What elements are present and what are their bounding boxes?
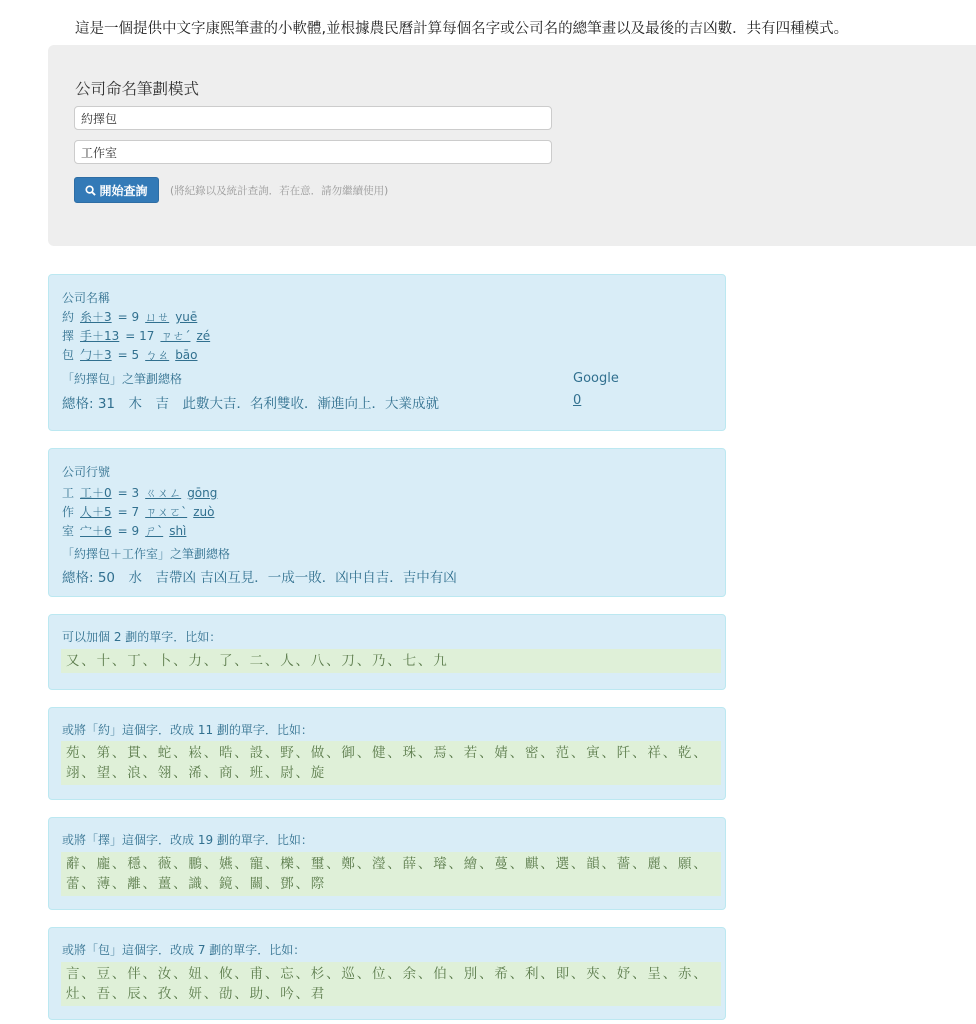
summary-text: 總格: 31 木 吉 此數大吉．名利雙收．漸進向上．大業成就 [62, 396, 440, 412]
char: 約 [62, 310, 75, 324]
stroke-total: = 9 [117, 310, 140, 324]
stroke-row [62, 327, 216, 344]
stroke-total: = 5 [117, 348, 140, 362]
suggestion-chars: 言、豆、伴、汝、妞、攸、甫、忘、杉、巡、位、余、伯、別、希、利、即、夾、妤、呈、赤、灶、吾、辰、孜、妍、劭、助、吟、君 [61, 962, 721, 1006]
bopomofo-link[interactable]: ㄩㄝ [145, 310, 170, 324]
suggestion-panel-bao [48, 927, 726, 1020]
suggestion-label: 或將「擇」這個字．改成 19 劃的單字．比如： [62, 833, 313, 847]
suggestion-chars: 辭、龐、穩、薇、鵬、嬿、寵、櫟、璽、鄭、瀅、薛、璿、繪、蔓、麒、選、韻、薔、麗、願、蕾、薄、離、薑、識、鏡、關、鄧、際 [61, 852, 721, 896]
stroke-total: = 7 [117, 505, 140, 519]
stroke-total: = 3 [117, 486, 140, 500]
bopomofo-link[interactable]: ㄕˋ [145, 524, 164, 538]
stroke-row [62, 503, 220, 520]
radical-link[interactable]: 糸＋3 [80, 310, 112, 324]
stroke-row [62, 346, 204, 363]
stroke-row [62, 522, 192, 539]
suggestion-chars: 苑、第、貫、蛇、崧、晧、設、野、做、御、健、珠、焉、若、婧、密、范、寅、阡、祥、乾、翊、望、浪、翎、浠、商、班、尉、旋 [61, 741, 721, 785]
stroke-row [62, 484, 223, 501]
company-suffix-input[interactable] [74, 140, 552, 164]
char: 包 [62, 348, 75, 362]
bopomofo-link[interactable]: ㄍㄨㄥ [145, 486, 182, 500]
form-title: 公司命名筆劃模式 [75, 80, 200, 98]
suggestion-chars: 又、十、丁、卜、力、了、二、人、八、刀、乃、七、九 [61, 649, 721, 673]
suggestion-panel-ze [48, 817, 726, 910]
stroke-row [62, 308, 203, 325]
char: 工 [62, 486, 75, 500]
company-name-input[interactable] [74, 106, 552, 130]
bopomofo-link[interactable]: ㄗㄜˊ [160, 329, 191, 343]
char: 作 [62, 505, 75, 519]
radical-link[interactable]: 工＋0 [80, 486, 112, 500]
radical-link[interactable]: 手＋13 [80, 329, 120, 343]
bopomofo-link[interactable]: ㄅㄠ [145, 348, 170, 362]
search-form [48, 45, 976, 246]
suggestion-label: 或將「包」這個字．改成 7 劃的單字．比如： [62, 943, 306, 957]
bopomofo-link[interactable]: ㄗㄨㄛˋ [145, 505, 188, 519]
suggestion-panel-add [48, 614, 726, 690]
stroke-total: = 9 [117, 524, 140, 538]
google-label: Google [573, 371, 619, 386]
stroke-total: = 17 [125, 329, 155, 343]
search-button[interactable] [74, 177, 159, 203]
business-name-panel [48, 448, 726, 597]
radical-link[interactable]: 人＋5 [80, 505, 112, 519]
pinyin-link[interactable]: shì [169, 524, 187, 538]
suggestion-label: 可以加個 2 劃的單字．比如： [62, 630, 222, 644]
pinyin-link[interactable]: yuē [175, 310, 198, 324]
company-name-panel [48, 274, 726, 431]
pinyin-link[interactable]: zé [196, 329, 211, 343]
radical-link[interactable]: 宀＋6 [80, 524, 112, 538]
search-button-label: 開始查詢 [99, 183, 148, 198]
summary-title: 「約擇包」之筆劃總格 [62, 372, 183, 386]
char: 室 [62, 524, 75, 538]
pinyin-link[interactable]: gōng [187, 486, 218, 500]
privacy-note: (將紀錄以及統計查詢．若在意．請勿繼續使用) [170, 185, 389, 197]
search-icon [85, 185, 96, 196]
pinyin-link[interactable]: bāo [175, 348, 198, 362]
summary-title: 「約擇包＋工作室」之筆劃總格 [62, 547, 231, 561]
panel-label: 公司行號 [62, 465, 111, 479]
intro-text: 這是一個提供中文字康熙筆畫的小軟體,並根據農民曆計算每個名字或公司名的總筆畫以及最後的吉凶數．共有四種模式。 [75, 21, 849, 37]
summary-text: 總格: 50 水 吉帶凶 吉凶互見．一成一敗．凶中自吉．吉中有凶 [62, 570, 457, 586]
pinyin-link[interactable]: zuò [193, 505, 215, 519]
panel-label: 公司名稱 [62, 291, 111, 305]
char: 擇 [62, 329, 75, 343]
radical-link[interactable]: 勹＋3 [80, 348, 112, 362]
suggestion-panel-yue [48, 707, 726, 800]
google-count-link[interactable]: 0 [573, 393, 582, 408]
suggestion-label: 或將「約」這個字．改成 11 劃的單字．比如： [62, 723, 313, 737]
